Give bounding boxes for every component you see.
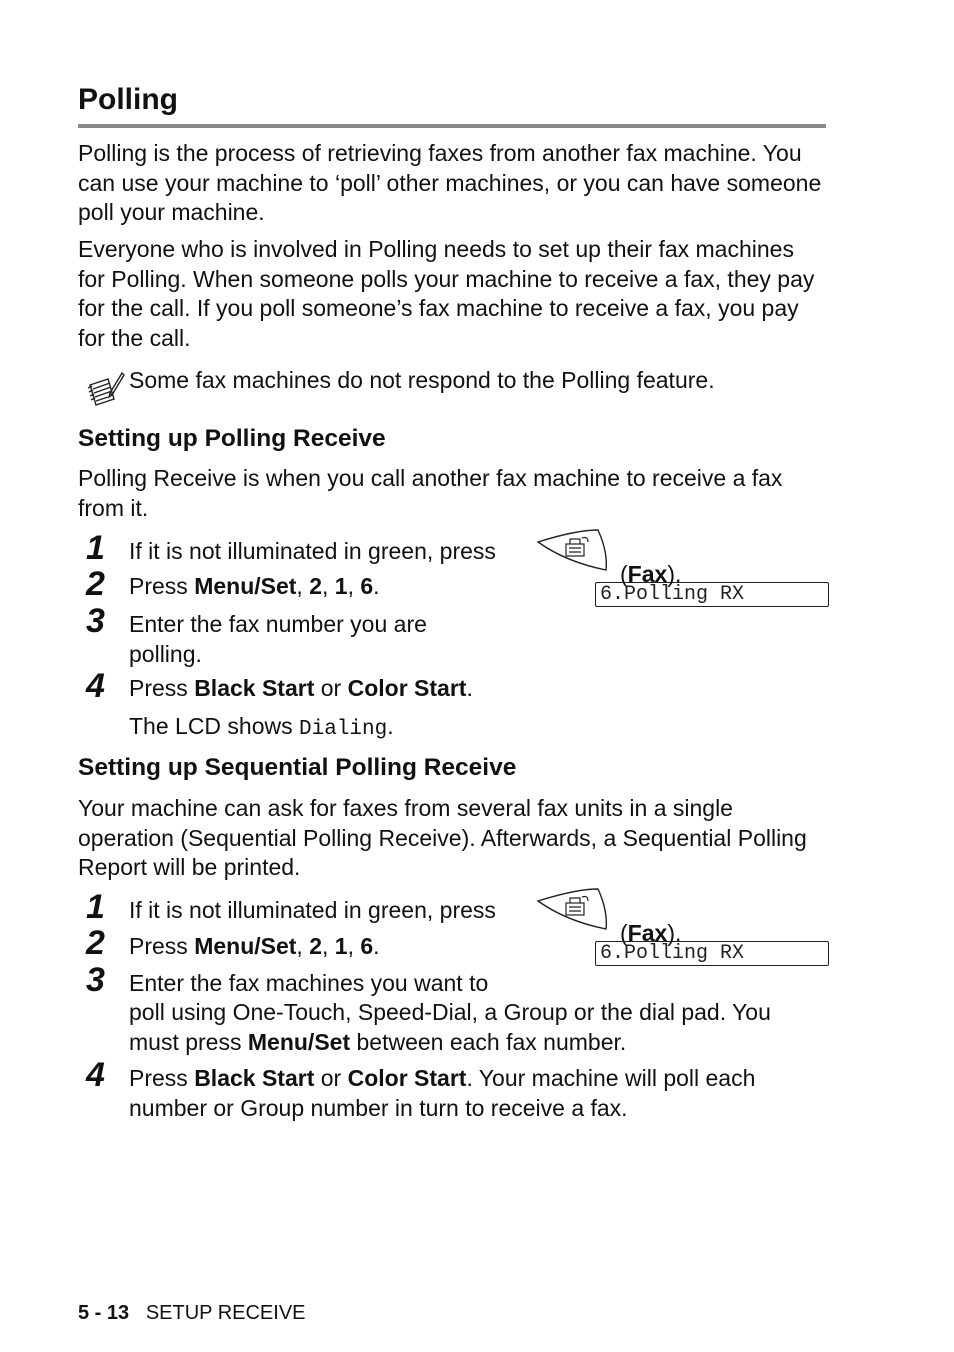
step-number: 2: [86, 565, 105, 603]
section2-description: Your machine can ask for faxes from several fax units in a single operation (Sequential Polling Receive). Afterwards, a Sequential Polling Report will be printed.: [78, 795, 807, 880]
fax-key-icon: [536, 528, 612, 572]
step-number: 1: [86, 529, 105, 567]
step-text: Enter the fax number you are polling.: [129, 611, 427, 667]
step-number: 2: [86, 924, 105, 962]
step-number: 1: [86, 888, 105, 926]
memo-pencil-icon: [84, 369, 126, 411]
lcd-display: 6.Polling RX: [595, 582, 829, 607]
title-rule: [78, 124, 826, 128]
section1-description: Polling Receive is when you call another fax machine to receive a fax from it.: [78, 465, 783, 521]
fax-key-label: (Fax).: [620, 920, 682, 946]
page-title: Polling: [78, 83, 178, 116]
intro-paragraph-2: Everyone who is involved in Polling needs to set up their fax machines for Polling. When someone polls your machine to receive a fax, they pay for the call. If you poll someone’s fax machine to receive a fax, you pay for the call.: [78, 236, 815, 351]
step-text: Press Black Start or Color Start. Your machine will poll each number or Group number in turn to receive a fax.: [129, 1065, 756, 1121]
section2-heading: Setting up Sequential Polling Receive: [78, 754, 517, 781]
intro-paragraph-1: Polling is the process of retrieving faxes from another fax machine. You can use your machine to ‘poll’ other machines, or you can have someone poll your machine.: [78, 140, 822, 225]
step-number: 3: [86, 602, 105, 640]
step-text: If it is not illuminated in green, press: [129, 538, 496, 564]
lcd-display: 6.Polling RX: [595, 941, 829, 966]
step-text: Press Menu/Set, 2, 1, 6.: [129, 573, 380, 599]
page-number: 5 - 13: [78, 1302, 130, 1324]
page-footer: [78, 1300, 306, 1326]
step-number: 4: [86, 667, 105, 705]
fax-key-icon: [536, 887, 612, 931]
step-text: Press Menu/Set, 2, 1, 6.: [129, 933, 380, 959]
step-text: Enter the fax machines you want to: [129, 970, 489, 996]
step-number: 4: [86, 1056, 105, 1094]
step-text-continued: poll using One-Touch, Speed-Dial, a Group or the dial pad. You must press Menu/Set between each fax number.: [129, 999, 771, 1055]
fax-key-label: (Fax).: [620, 561, 682, 587]
section1-heading: Setting up Polling Receive: [78, 425, 386, 452]
footer-section: SETUP RECEIVE: [145, 1302, 306, 1324]
step-text: If it is not illuminated in green, press: [129, 897, 496, 923]
step-number: 3: [86, 961, 105, 999]
lcd-shows-text: The LCD shows Dialing.: [129, 713, 394, 741]
step-text: Press Black Start or Color Start.: [129, 675, 473, 701]
note-text: Some fax machines do not respond to the Polling feature.: [129, 367, 715, 393]
